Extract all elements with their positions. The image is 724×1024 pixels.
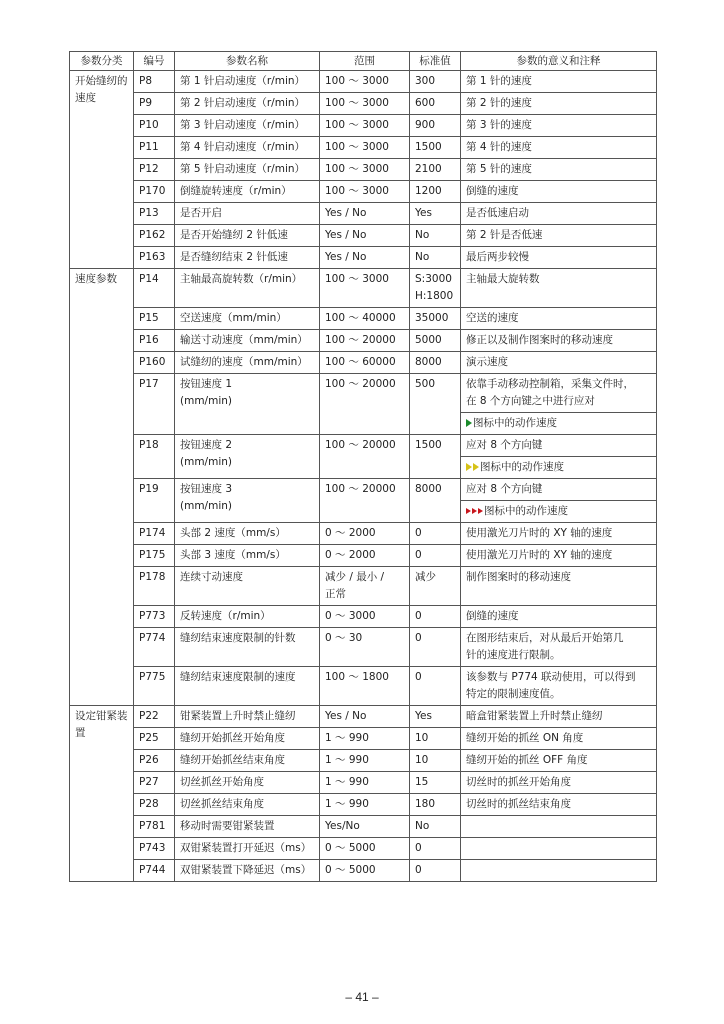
param-id: P27	[134, 772, 175, 794]
param-name: 是否开始缝纫 2 针低速	[175, 225, 320, 247]
param-id: P743	[134, 838, 175, 860]
param-name: 双钳紧装置打开延迟（ms）	[175, 838, 320, 860]
param-range	[320, 567, 410, 606]
param-name: 连续寸动速度	[175, 567, 320, 606]
param-id: P16	[134, 330, 175, 352]
param-range: 1 ～ 990	[320, 728, 410, 750]
page-number: – 41 –	[345, 990, 379, 1004]
param-range: 100 ～ 20000	[320, 435, 410, 479]
table-row	[70, 772, 657, 794]
param-note: 应对 8 个方向键	[461, 435, 657, 457]
param-name: 是否缝纫结束 2 针低速	[175, 247, 320, 269]
param-standard: 1500	[410, 137, 461, 159]
param-id: P13	[134, 203, 175, 225]
param-range: 0 ～ 30	[320, 628, 410, 667]
param-id: P22	[134, 706, 175, 728]
table-row	[70, 523, 657, 545]
param-name	[175, 435, 320, 479]
param-standard: 0	[410, 606, 461, 628]
param-id: P17	[134, 374, 175, 435]
param-id: P12	[134, 159, 175, 181]
table-row	[70, 728, 657, 750]
param-standard: 300	[410, 71, 461, 93]
param-id: P19	[134, 479, 175, 523]
param-note: 第 3 针的速度	[461, 115, 657, 137]
table-row	[70, 71, 657, 93]
param-note: 应对 8 个方向键	[461, 479, 657, 501]
param-name: 倒缝旋转速度（r/min）	[175, 181, 320, 203]
param-name: 试缝纫的速度（mm/min）	[175, 352, 320, 374]
param-standard	[410, 269, 461, 308]
param-name: 第 4 针启动速度（r/min）	[175, 137, 320, 159]
param-standard: 8000	[410, 479, 461, 523]
param-standard: No	[410, 225, 461, 247]
param-range: Yes / No	[320, 225, 410, 247]
header-meaning: 参数的意义和注释	[461, 52, 657, 71]
param-note: 缝纫开始的抓丝 ON 角度	[461, 728, 657, 750]
param-note: 缝纫开始的抓丝 OFF 角度	[461, 750, 657, 772]
note-line-1: 在图形结束后，对从最后开始第几	[466, 632, 624, 644]
param-name: 输送寸动速度（mm/min）	[175, 330, 320, 352]
name-line-2: (mm/min)	[180, 500, 232, 512]
icon-note: 图标中的动作速度	[480, 461, 564, 473]
param-note: 使用激光刀片时的 XY 轴的速度	[461, 523, 657, 545]
param-name	[175, 374, 320, 435]
header-standard: 标准值	[410, 52, 461, 71]
table-row	[70, 308, 657, 330]
table-row	[70, 374, 657, 413]
param-name: 空送速度（mm/min）	[175, 308, 320, 330]
param-note	[461, 816, 657, 838]
table-row	[70, 247, 657, 269]
param-id: P175	[134, 545, 175, 567]
param-range: 100 ～ 3000	[320, 93, 410, 115]
param-standard: 8000	[410, 352, 461, 374]
param-id: P9	[134, 93, 175, 115]
param-note: 修正以及制作图案时的移动速度	[461, 330, 657, 352]
param-name: 缝纫结束速度限制的速度	[175, 667, 320, 706]
param-note: 主轴最大旋转数	[461, 269, 657, 308]
param-range: 1 ～ 990	[320, 772, 410, 794]
param-note	[461, 838, 657, 860]
param-range: Yes / No	[320, 247, 410, 269]
icon-note: 图标中的动作速度	[473, 417, 557, 429]
param-name: 缝纫开始抓丝结束角度	[175, 750, 320, 772]
table-row	[70, 159, 657, 181]
param-note: 最后两步较慢	[461, 247, 657, 269]
param-name: 缝纫开始抓丝开始角度	[175, 728, 320, 750]
note-line-1: 该参数与 P774 联动使用，可以得到	[466, 671, 636, 683]
table-row	[70, 203, 657, 225]
header-name: 参数名称	[175, 52, 320, 71]
param-range: 100 ～ 1800	[320, 667, 410, 706]
name-line-1: 按钮速度 3	[180, 483, 233, 495]
param-note: 切丝时的抓丝开始角度	[461, 772, 657, 794]
range-line-1: 减少 / 最小 /	[325, 571, 385, 583]
param-range: 100 ～ 60000	[320, 352, 410, 374]
param-name: 双钳紧装置下降延迟（ms）	[175, 860, 320, 882]
param-id: P160	[134, 352, 175, 374]
param-name: 头部 3 速度（mm/s）	[175, 545, 320, 567]
param-id: P8	[134, 71, 175, 93]
param-note	[461, 374, 657, 413]
parameter-table	[69, 51, 657, 882]
param-name: 缝纫结束速度限制的针数	[175, 628, 320, 667]
param-standard: 15	[410, 772, 461, 794]
param-standard: 180	[410, 794, 461, 816]
param-name: 第 3 针启动速度（r/min）	[175, 115, 320, 137]
param-note-icon	[461, 457, 657, 479]
param-name: 是否开启	[175, 203, 320, 225]
category-cell: 开始缝纫的速度	[70, 71, 134, 269]
triple-arrow-icon	[478, 508, 483, 514]
param-standard: Yes	[410, 203, 461, 225]
param-standard: 10	[410, 728, 461, 750]
param-note	[461, 860, 657, 882]
param-name: 第 1 针启动速度（r/min）	[175, 71, 320, 93]
table-row	[70, 794, 657, 816]
param-id: P26	[134, 750, 175, 772]
param-range: 0 ～ 5000	[320, 838, 410, 860]
param-standard: No	[410, 816, 461, 838]
category-cell: 设定钳紧装置	[70, 706, 134, 882]
param-standard: 0	[410, 523, 461, 545]
standard-line-1: S:3000	[415, 273, 452, 285]
param-standard: 0	[410, 545, 461, 567]
header-id: 编号	[134, 52, 175, 71]
table-row	[70, 181, 657, 203]
note-line-1: 依靠手动移动控制箱，采集文件时，	[466, 378, 634, 390]
param-standard: 35000	[410, 308, 461, 330]
param-name: 切丝抓丝结束角度	[175, 794, 320, 816]
triple-arrow-icon	[466, 508, 471, 514]
param-range: 0 ～ 2000	[320, 523, 410, 545]
param-range: 100 ～ 3000	[320, 137, 410, 159]
param-note: 倒缝的速度	[461, 181, 657, 203]
table-row	[70, 269, 657, 308]
note-line-2: 在 8 个方向键之中进行应对	[466, 395, 595, 407]
param-id: P11	[134, 137, 175, 159]
table-row	[70, 435, 657, 457]
table-row	[70, 606, 657, 628]
param-id: P15	[134, 308, 175, 330]
param-standard: 0	[410, 667, 461, 706]
name-line-1: 按钮速度 1	[180, 378, 233, 390]
double-arrow-icon	[466, 463, 472, 471]
param-range: Yes / No	[320, 706, 410, 728]
param-range: 0 ～ 2000	[320, 545, 410, 567]
name-line-2: (mm/min)	[180, 456, 232, 468]
header-category: 参数分类	[70, 52, 134, 71]
standard-line-2: H:1800	[415, 290, 454, 302]
param-name: 头部 2 速度（mm/s）	[175, 523, 320, 545]
table-row	[70, 667, 657, 706]
param-id: P774	[134, 628, 175, 667]
table-row	[70, 860, 657, 882]
param-name: 主轴最高旋转数（r/min）	[175, 269, 320, 308]
param-id: P178	[134, 567, 175, 606]
param-id: P775	[134, 667, 175, 706]
param-range: 0 ～ 3000	[320, 606, 410, 628]
table-header-row	[70, 52, 657, 71]
param-standard: No	[410, 247, 461, 269]
table-row	[70, 93, 657, 115]
param-id: P170	[134, 181, 175, 203]
param-id: P781	[134, 816, 175, 838]
param-id: P14	[134, 269, 175, 308]
param-standard: Yes	[410, 706, 461, 728]
param-standard: 0	[410, 860, 461, 882]
param-range: 1 ～ 990	[320, 794, 410, 816]
param-note: 演示速度	[461, 352, 657, 374]
note-line-2: 特定的限制速度值。	[466, 688, 561, 700]
param-range: 100 ～ 20000	[320, 330, 410, 352]
param-id: P10	[134, 115, 175, 137]
param-standard: 900	[410, 115, 461, 137]
param-note: 第 4 针的速度	[461, 137, 657, 159]
table-row	[70, 225, 657, 247]
table-row	[70, 706, 657, 728]
single-arrow-icon	[466, 419, 472, 427]
table-row	[70, 750, 657, 772]
param-id: P162	[134, 225, 175, 247]
double-arrow-icon	[473, 463, 479, 471]
param-range: 0 ～ 5000	[320, 860, 410, 882]
param-note: 空送的速度	[461, 308, 657, 330]
param-range: 1 ～ 990	[320, 750, 410, 772]
param-standard: 5000	[410, 330, 461, 352]
param-note	[461, 667, 657, 706]
param-standard: 1500	[410, 435, 461, 479]
param-name: 钳紧装置上升时禁止缝纫	[175, 706, 320, 728]
param-id: P18	[134, 435, 175, 479]
range-line-2: 正常	[325, 588, 346, 600]
param-id: P28	[134, 794, 175, 816]
param-id: P25	[134, 728, 175, 750]
table-row	[70, 330, 657, 352]
icon-note: 图标中的动作速度	[484, 505, 568, 517]
table-row	[70, 479, 657, 501]
table-row	[70, 567, 657, 606]
param-name	[175, 479, 320, 523]
param-note: 第 2 针的速度	[461, 93, 657, 115]
param-note: 制作图案时的移动速度	[461, 567, 657, 606]
param-name: 反转速度（r/min）	[175, 606, 320, 628]
param-range: 100 ～ 3000	[320, 269, 410, 308]
param-standard: 2100	[410, 159, 461, 181]
param-standard: 减少	[410, 567, 461, 606]
param-id: P163	[134, 247, 175, 269]
param-range: 100 ～ 3000	[320, 181, 410, 203]
param-range: 100 ～ 3000	[320, 71, 410, 93]
param-note: 第 5 针的速度	[461, 159, 657, 181]
param-note: 切丝时的抓丝结束角度	[461, 794, 657, 816]
param-standard: 500	[410, 374, 461, 435]
param-range: 100 ～ 20000	[320, 479, 410, 523]
table-row	[70, 137, 657, 159]
table-row	[70, 838, 657, 860]
param-name: 第 5 针启动速度（r/min）	[175, 159, 320, 181]
param-note	[461, 628, 657, 667]
param-standard: 10	[410, 750, 461, 772]
param-name: 移动时需要钳紧装置	[175, 816, 320, 838]
table-row	[70, 628, 657, 667]
param-standard: 0	[410, 628, 461, 667]
name-line-2: (mm/min)	[180, 395, 232, 407]
param-note: 倒缝的速度	[461, 606, 657, 628]
param-id: P174	[134, 523, 175, 545]
param-note: 暗盒钳紧装置上升时禁止缝纫	[461, 706, 657, 728]
param-note-icon	[461, 501, 657, 523]
table-row	[70, 352, 657, 374]
param-id: P773	[134, 606, 175, 628]
param-note: 是否低速启动	[461, 203, 657, 225]
param-standard: 0	[410, 838, 461, 860]
param-range: 100 ～ 3000	[320, 159, 410, 181]
param-note: 第 1 针的速度	[461, 71, 657, 93]
param-range: 100 ～ 20000	[320, 374, 410, 435]
param-note: 第 2 针是否低速	[461, 225, 657, 247]
table-row	[70, 115, 657, 137]
param-name: 第 2 针启动速度（r/min）	[175, 93, 320, 115]
header-range: 范围	[320, 52, 410, 71]
note-line-2: 针的速度进行限制。	[466, 649, 561, 661]
param-name: 切丝抓丝开始角度	[175, 772, 320, 794]
param-standard: 1200	[410, 181, 461, 203]
param-note: 使用激光刀片时的 XY 轴的速度	[461, 545, 657, 567]
param-range: 100 ～ 3000	[320, 115, 410, 137]
table-row	[70, 816, 657, 838]
param-range: 100 ～ 40000	[320, 308, 410, 330]
param-range: Yes / No	[320, 203, 410, 225]
param-id: P744	[134, 860, 175, 882]
param-note-icon	[461, 413, 657, 435]
param-standard: 600	[410, 93, 461, 115]
name-line-1: 按钮速度 2	[180, 439, 233, 451]
triple-arrow-icon	[472, 508, 477, 514]
table-row	[70, 545, 657, 567]
param-range: Yes/No	[320, 816, 410, 838]
category-cell: 速度参数	[70, 269, 134, 706]
